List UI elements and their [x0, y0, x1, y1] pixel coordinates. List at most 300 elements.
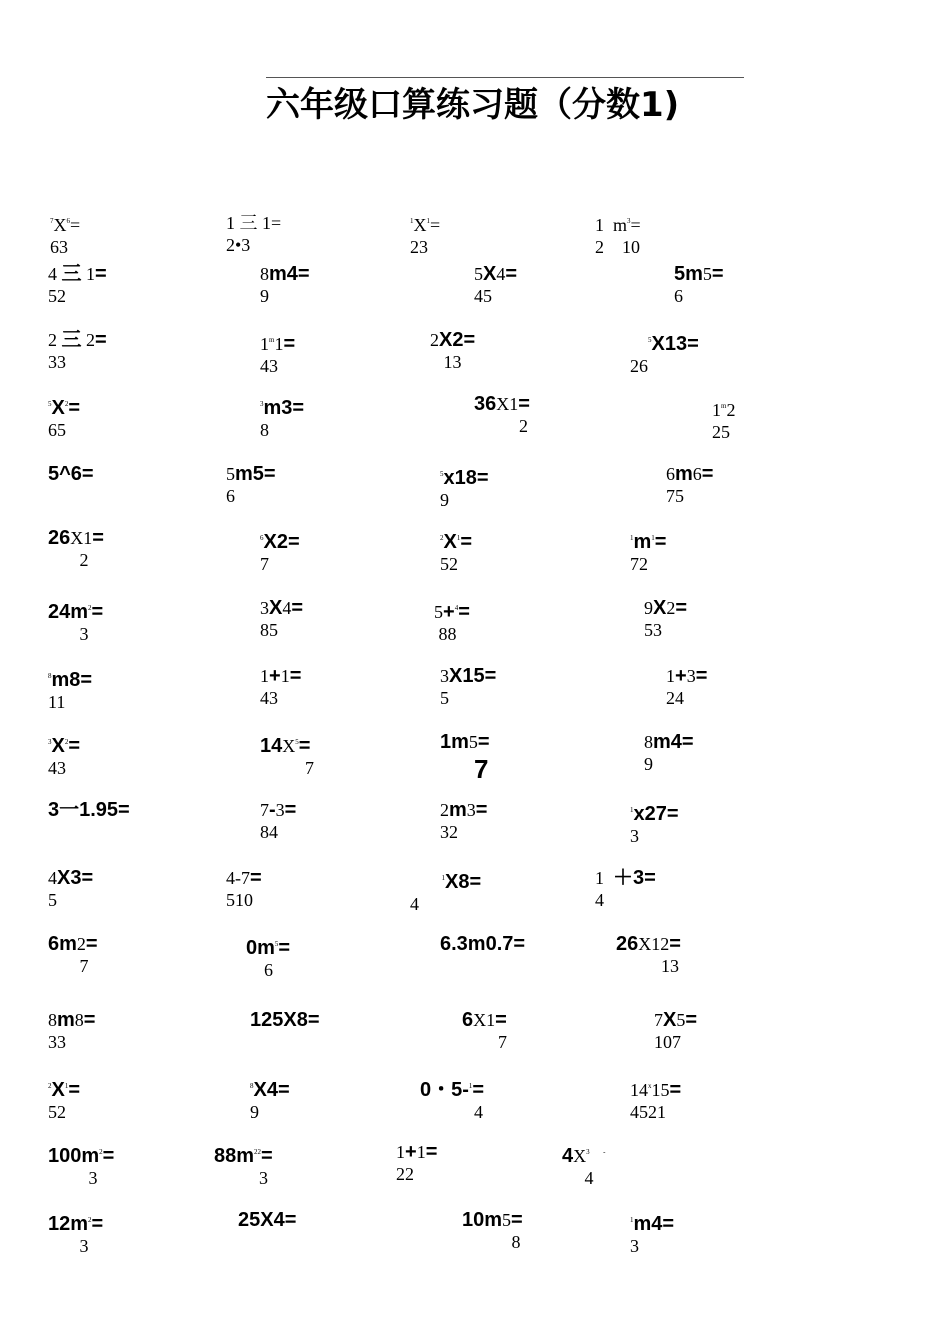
expression-part: 1: [630, 534, 634, 542]
exercise-denominators: 52: [48, 1102, 66, 1122]
exercise-expression: [440, 730, 490, 754]
exercise-expression: [630, 526, 666, 554]
expression-part: X: [269, 597, 283, 619]
expression-part: =: [70, 215, 81, 235]
exercise-item-r12c4: [616, 932, 681, 976]
expression-part: X: [443, 531, 457, 553]
expression-part: X: [51, 1079, 65, 1101]
exercise-item-r2c4: [674, 262, 724, 306]
exercise-item-r7c3: [434, 596, 470, 644]
exercise-expression: [246, 932, 290, 960]
exercise-denominators: 5: [440, 688, 449, 708]
exercise-denominators: 5: [48, 890, 57, 910]
exercise-expression: [48, 932, 98, 956]
expression-part: 1: [666, 666, 675, 686]
exercise-item-r7c4: [644, 596, 687, 640]
exercise-expression: [250, 1074, 290, 1102]
exercise-item-r3c2: [260, 328, 295, 376]
expression-part: 1 m: [595, 215, 628, 235]
exercise-denominators: 2: [48, 550, 89, 570]
exercise-expression: [48, 1208, 103, 1236]
expression-part: m4=: [269, 263, 310, 285]
expression-part: 100m: [48, 1145, 100, 1167]
exercise-denominators: 84: [260, 822, 278, 842]
expression-part: X15=: [449, 665, 497, 687]
exercise-expression: [48, 1008, 95, 1032]
expression-part: 5: [274, 940, 279, 948]
exercise-denominators: 7: [462, 1032, 507, 1052]
exercise-denominators: 107: [654, 1032, 681, 1052]
expression-part: 1: [81, 264, 95, 284]
expression-part: =: [477, 731, 490, 753]
expression-part: =: [261, 1145, 273, 1167]
expression-part: 2: [88, 604, 92, 612]
exercise-item-r8c1: [48, 664, 92, 712]
exercise-item-r11c2: [226, 866, 262, 910]
exercise-item-r9c2: [260, 730, 314, 778]
exercise-item-r3c3: [430, 328, 475, 372]
exercise-item-r13c2: [250, 1008, 320, 1032]
expression-part: 1: [64, 1082, 69, 1090]
exercise-expression: [48, 1140, 114, 1168]
expression-part: 3: [440, 666, 449, 686]
exercise-item-r1c4: [595, 209, 641, 257]
exercise-item-r6c1: [48, 526, 104, 570]
exercise-item-r13c3: [462, 1008, 507, 1052]
exercise-denominators: 72: [630, 554, 648, 574]
expression-part: X: [653, 597, 667, 619]
exercise-expression: [595, 866, 656, 890]
expression-part: =: [95, 329, 107, 351]
exercise-expression: [48, 1074, 80, 1102]
expression-part: 1: [630, 1216, 634, 1224]
exercise-denominators: 25: [712, 422, 730, 442]
exercise-item-r14c4: [630, 1074, 681, 1122]
exercise-item-r13c4: [654, 1008, 697, 1052]
expression-part: =: [92, 527, 104, 549]
exercise-item-r11c3: [410, 866, 481, 914]
exercise-expression: [50, 209, 80, 237]
expression-part: =: [430, 215, 441, 235]
expression-part: 三: [61, 263, 82, 285]
exercise-item-r10c3: [440, 798, 487, 842]
expression-part: 1: [630, 806, 634, 814]
exercise-item-r6c3: [440, 526, 472, 574]
exercise-expression: [48, 392, 80, 420]
expression-part: 2: [48, 1082, 52, 1090]
expression-part: X: [70, 528, 84, 548]
expression-part: 125X8=: [250, 1009, 320, 1031]
exercise-expression: [226, 462, 276, 486]
expression-part: =: [85, 933, 98, 955]
exercise-denominators: 3: [48, 624, 89, 644]
expression-part: =: [654, 531, 667, 553]
expression-part: 12m: [48, 1213, 89, 1235]
expression-part: x27=: [633, 803, 679, 825]
exercise-denominators: 88: [434, 624, 457, 644]
expression-part: 2: [99, 1148, 103, 1156]
expression-part: 2: [76, 934, 86, 954]
expression-part: 1: [260, 334, 269, 354]
expression-part: 4: [454, 604, 459, 612]
expression-part: 2: [48, 330, 62, 350]
expression-part: X2=: [439, 329, 476, 351]
exercise-item-r16c2: [238, 1208, 296, 1232]
exercise-denominators: 7: [260, 758, 314, 778]
exercise-expression: [260, 664, 301, 688]
exercise-expression: [595, 209, 641, 237]
expression-part: X2=: [263, 531, 300, 553]
exercise-item-r14c3: [420, 1074, 484, 1122]
exercise-denominators: 6: [246, 960, 273, 980]
expression-part: 6.3m0.7=: [440, 933, 526, 955]
expression-part: 5: [474, 264, 483, 284]
exercise-expression: [630, 1208, 674, 1236]
expression-part: x18=: [443, 467, 489, 489]
expression-part: =: [669, 1079, 682, 1101]
expression-part: 2: [440, 534, 444, 542]
exercise-expression: [430, 328, 475, 352]
exercise-expression: [420, 1074, 484, 1102]
expression-part: =: [518, 393, 530, 415]
exercise-denominators: 4521: [630, 1102, 666, 1122]
expression-part: =: [475, 799, 488, 821]
exercise-expression: [644, 730, 694, 754]
expression-part: 1: [468, 1082, 473, 1090]
exercise-item-r7c1: [48, 596, 103, 644]
expression-part: 2: [440, 800, 449, 820]
expression-part: 2: [64, 738, 69, 746]
exercise-expression: [440, 798, 487, 822]
exercise-item-r5c1: [48, 462, 94, 486]
exercise-item-r10c4: [630, 798, 679, 846]
exercise-expression: [666, 664, 707, 688]
expression-part: 5: [702, 264, 712, 284]
expression-part: 4-7: [226, 868, 250, 888]
expression-part: =: [68, 1079, 81, 1101]
exercise-expression: [396, 1140, 437, 1164]
expression-part: 4: [48, 868, 57, 888]
expression-part: =: [291, 597, 304, 619]
expression-part: 26: [616, 933, 639, 955]
expression-part: m4=: [633, 1213, 675, 1235]
expression-part: 1: [712, 400, 721, 420]
page-title: 六年级口算练习题（分数1): [266, 85, 680, 125]
expression-part: =: [83, 1009, 96, 1031]
expression-part: 5: [648, 336, 652, 344]
expression-part: ＋3=: [613, 867, 656, 889]
exercise-item-r5c4: [666, 462, 713, 506]
expression-part: X13=: [651, 333, 699, 355]
expression-part: 5m: [674, 263, 703, 285]
expression-part: =: [711, 263, 724, 285]
exercise-expression: [434, 596, 470, 624]
expression-part: =: [68, 397, 81, 419]
expression-part: m: [721, 402, 727, 410]
exercise-expression: [410, 209, 440, 237]
exercise-expression: [440, 932, 525, 956]
exercise-denominators: 32: [440, 822, 458, 842]
expression-part: X: [413, 215, 427, 235]
expression-part: 9: [644, 598, 653, 618]
exercise-denominator-large: 7: [474, 754, 489, 784]
expression-part: =: [278, 937, 291, 959]
expression-part: 5: [295, 738, 299, 746]
exercise-item-r15c2: [214, 1140, 273, 1188]
exercise-item-r3c1: [48, 328, 107, 372]
exercise-item-r16c3: [462, 1208, 523, 1252]
expression-part: 5: [468, 732, 478, 752]
exercise-item-r4c2: [260, 392, 304, 440]
exercise-item-r2c3: [474, 262, 517, 306]
expression-part: =: [91, 601, 104, 623]
expression-part: 2: [81, 330, 95, 350]
expression-part: 6: [462, 1009, 474, 1031]
exercise-denominators: 7: [260, 554, 269, 574]
exercise-item-r6c2: [260, 526, 300, 574]
exercise-denominators: 8: [260, 420, 269, 440]
expression-part: 6: [66, 217, 70, 225]
expression-part: 2: [64, 400, 69, 408]
exercise-expression: [48, 664, 92, 692]
expression-part: 6: [260, 534, 264, 542]
expression-part: [590, 1146, 604, 1166]
expression-part: =: [284, 799, 297, 821]
expression-part: 22: [254, 1148, 262, 1156]
expression-part: X8=: [445, 871, 482, 893]
expression-part: =: [95, 263, 107, 285]
exercise-expression: [712, 394, 735, 422]
expression-part: +: [269, 665, 281, 687]
exercise-item-r1c3: [410, 209, 440, 257]
expression-part: 7: [654, 1010, 663, 1030]
expression-part: m: [633, 531, 652, 553]
expression-part: 7: [260, 800, 269, 820]
exercise-denominators: 7: [48, 956, 89, 976]
expression-part: =: [675, 597, 688, 619]
expression-part: 1: [651, 534, 655, 542]
exercise-expression: [462, 1008, 507, 1032]
exercise-expression: [226, 211, 281, 235]
expression-part: 8: [74, 1010, 84, 1030]
expression-part: 5: [676, 1010, 686, 1030]
exercise-denominators: 2 10: [595, 237, 640, 257]
exercise-denominators: 9: [440, 490, 449, 510]
expression-part: 3: [586, 1148, 590, 1156]
expression-part: m8=: [51, 669, 93, 691]
exercise-denominators: 52: [440, 554, 458, 574]
exercise-expression: [410, 866, 481, 894]
exercise-expression: [226, 866, 262, 890]
expression-part: 14: [260, 735, 283, 757]
exercise-denominators: 9: [644, 754, 653, 774]
exercise-denominators: 9: [250, 1102, 259, 1122]
exercise-denominators: 4: [410, 894, 419, 914]
expression-part: =: [289, 665, 302, 687]
header-rule: [266, 77, 744, 78]
expression-part: 3一1.95=: [48, 799, 130, 821]
exercise-denominators: 6: [674, 286, 683, 306]
exercise-expression: [238, 1208, 296, 1232]
exercise-item-r4c1: [48, 392, 80, 440]
expression-part: 8: [250, 1082, 254, 1090]
exercise-denominators: 3: [214, 1168, 268, 1188]
exercise-denominators: 23: [410, 237, 428, 257]
expression-part: =: [511, 1209, 523, 1231]
expression-part: 6: [666, 464, 675, 484]
expression-part: 8: [48, 672, 52, 680]
exercise-expression: [214, 1140, 273, 1168]
expression-part: X: [473, 1010, 487, 1030]
expression-part: 6m: [48, 933, 77, 955]
exercise-item-r10c1: [48, 798, 130, 822]
exercise-denominators: 9: [260, 286, 269, 306]
exercise-item-r9c1: [48, 730, 80, 778]
exercise-item-r8c4: [666, 664, 707, 708]
expression-part: 4: [48, 264, 62, 284]
exercise-expression: [674, 262, 724, 286]
expression-part: 36: [474, 393, 497, 415]
exercise-item-r14c2: [250, 1074, 290, 1122]
exercise-denominators: 26: [630, 356, 648, 376]
expression-part: =: [701, 463, 714, 485]
exercise-expression: [260, 798, 296, 822]
exercise-denominators: 8: [462, 1232, 521, 1252]
exercise-expression: [440, 664, 496, 688]
expression-part: [410, 872, 442, 892]
expression-part: 10m: [462, 1209, 503, 1231]
exercise-expression: [616, 932, 681, 956]
exercise-denominators: 4: [595, 890, 604, 910]
exercise-item-r12c3: [440, 932, 525, 956]
exercise-denominators: 85: [260, 620, 278, 640]
expression-part: 三: [61, 329, 82, 351]
exercise-expression: [666, 462, 713, 486]
exercise-expression: [48, 262, 107, 286]
expression-part: 7: [50, 217, 54, 225]
exercise-denominators: 45: [474, 286, 492, 306]
expression-part: 1: [509, 394, 519, 414]
exercise-item-r2c1: [48, 262, 107, 306]
expression-part: m3=: [263, 397, 305, 419]
expression-part: X: [483, 263, 497, 285]
expression-part: 24m: [48, 601, 89, 623]
exercise-item-r1c2: [226, 211, 281, 255]
expression-part: =: [630, 215, 641, 235]
expression-part: 3: [260, 598, 269, 618]
exercise-denominators: 3: [48, 1236, 89, 1256]
exercise-expression: [48, 730, 80, 758]
exercise-denominators: 24: [666, 688, 684, 708]
expression-part: =: [91, 1213, 104, 1235]
exercise-denominators: 43: [48, 758, 66, 778]
exercise-expression: [250, 1008, 320, 1032]
exercise-expression: [462, 1208, 523, 1232]
exercise-expression: [260, 596, 303, 620]
exercise-item-r16c1: [48, 1208, 103, 1256]
expression-part: +: [443, 601, 455, 623]
expression-part: m: [675, 463, 693, 485]
expression-part: 3: [275, 800, 285, 820]
expression-part: 0・5-: [420, 1079, 469, 1101]
exercise-expression: [48, 328, 107, 352]
expression-part: 4: [282, 598, 292, 618]
expression-part: X4=: [253, 1079, 290, 1101]
expression-part: 26: [48, 527, 71, 549]
expression-part: 1: [83, 528, 93, 548]
expression-part: 1: [280, 666, 290, 686]
expression-part: X: [282, 736, 296, 756]
exercise-expression: [474, 262, 517, 286]
expression-part: 3: [686, 666, 696, 686]
expression-part: X3=: [57, 867, 94, 889]
exercise-denominators: 4: [562, 1168, 594, 1188]
exercise-item-r2c2: [260, 262, 310, 306]
exercise-denominators: 33: [48, 352, 66, 372]
expression-part: =: [669, 933, 681, 955]
exercise-item-r14c1: [48, 1074, 80, 1122]
exercise-expression: [260, 526, 300, 554]
expression-part: =: [685, 1009, 698, 1031]
expression-part: 8: [644, 732, 653, 752]
expression-part: =: [695, 665, 708, 687]
exercise-expression: [654, 1008, 697, 1032]
exercise-denominators: 3: [630, 826, 639, 846]
expression-part: =: [460, 531, 473, 553]
expression-part: =: [495, 1009, 507, 1031]
exercise-denominators: 2•3: [226, 235, 251, 255]
expression-part: 14: [630, 1080, 648, 1100]
exercise-denominators: 43: [260, 356, 278, 376]
exercise-expression: [260, 328, 295, 356]
expression-part: 1: [416, 1142, 426, 1162]
exercise-item-r4c4: [712, 394, 735, 442]
expression-part: 3: [48, 738, 52, 746]
exercise-expression: [48, 866, 93, 890]
exercise-denominators: 11: [48, 692, 66, 712]
expression-part: =: [425, 1141, 438, 1163]
exercise-item-r9c4: [644, 730, 694, 774]
expression-part: X12: [638, 934, 670, 954]
exercise-expression: [630, 328, 699, 356]
expression-part: 15: [651, 1080, 670, 1100]
expression-part: 6: [692, 464, 702, 484]
expression-part: -: [269, 799, 276, 821]
expression-part: 4: [496, 264, 506, 284]
expression-part: x: [648, 1082, 652, 1090]
expression-part: 1: [595, 868, 613, 888]
exercise-denominators: 75: [666, 486, 684, 506]
expression-part: 5: [434, 602, 443, 622]
expression-part: +: [405, 1141, 417, 1163]
exercise-item-r8c2: [260, 664, 301, 708]
exercise-item-r5c3: [440, 462, 489, 510]
expression-part: X: [51, 397, 65, 419]
expression-part: 0m: [246, 937, 275, 959]
exercise-denominators: 53: [644, 620, 662, 640]
exercise-expression: [48, 596, 103, 624]
expression-part: +: [675, 665, 687, 687]
expression-part: m: [269, 336, 275, 344]
expression-part: 1: [456, 534, 461, 542]
expression-part: -: [603, 1148, 606, 1156]
expression-part: =: [298, 735, 311, 757]
expression-part: =: [250, 867, 262, 889]
expression-part: =: [102, 1145, 115, 1167]
exercise-item-r16c4: [630, 1208, 674, 1256]
exercise-expression: [562, 1140, 605, 1168]
exercise-expression: [48, 462, 94, 486]
